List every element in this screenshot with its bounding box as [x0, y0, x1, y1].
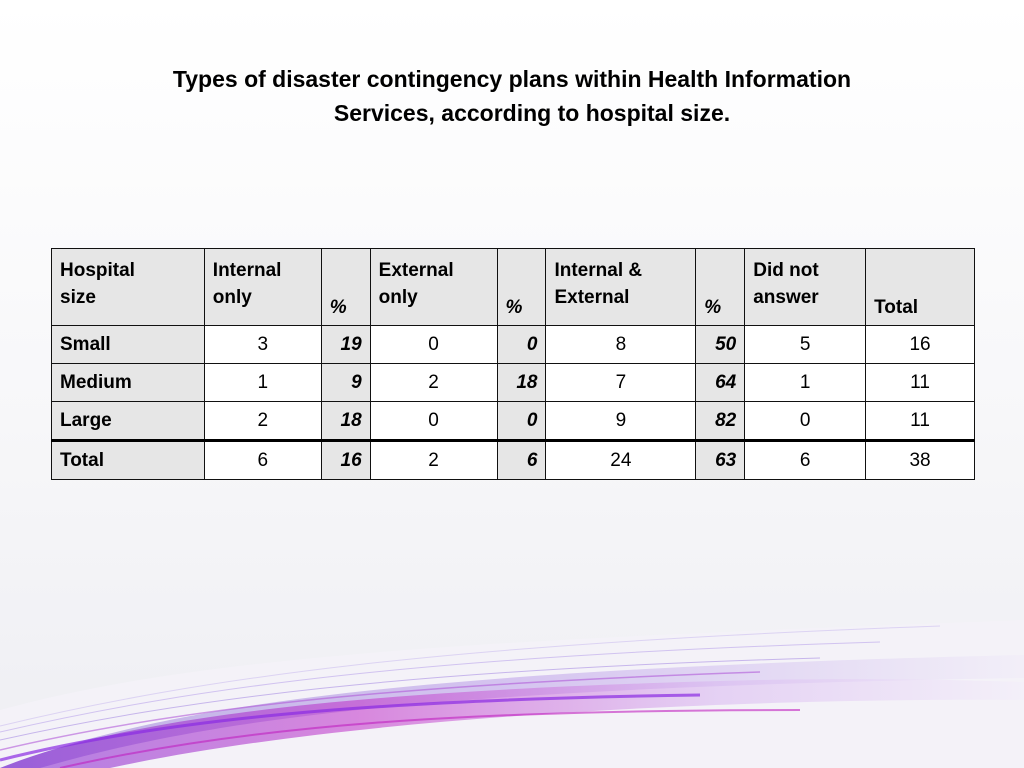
percent-cell: 16 — [321, 441, 370, 480]
percent-cell: 18 — [321, 402, 370, 441]
count-cell: 2 — [204, 402, 321, 441]
percent-cell: 82 — [696, 402, 745, 441]
count-cell: 1 — [745, 364, 866, 402]
row-label: Large — [52, 402, 205, 441]
count-cell: 9 — [546, 402, 696, 441]
count-cell: 7 — [546, 364, 696, 402]
title-line-1: Types of disaster contingency plans within Health Information — [172, 66, 852, 92]
row-label: Total — [52, 441, 205, 480]
header-internal-external: Internal & External — [546, 249, 696, 326]
count-cell: 6 — [204, 441, 321, 480]
percent-cell: 64 — [696, 364, 745, 402]
header-percent: % — [497, 249, 546, 326]
percent-cell: 0 — [497, 326, 546, 364]
percent-cell: 6 — [497, 441, 546, 480]
count-cell: 0 — [745, 402, 866, 441]
table-body — [52, 326, 975, 480]
table-row — [52, 326, 975, 364]
table-row — [52, 441, 975, 480]
header-percent: % — [696, 249, 745, 326]
count-cell: 5 — [745, 326, 866, 364]
table-row — [52, 364, 975, 402]
row-label: Medium — [52, 364, 205, 402]
percent-cell: 0 — [497, 402, 546, 441]
row-label: Small — [52, 326, 205, 364]
count-cell: 16 — [866, 326, 975, 364]
header-total: Total — [866, 249, 975, 326]
percent-cell: 18 — [497, 364, 546, 402]
header-internal-only: Internal only — [204, 249, 321, 326]
count-cell: 8 — [546, 326, 696, 364]
header-did-not-answer: Did not answer — [745, 249, 866, 326]
slide-title — [60, 62, 964, 130]
percent-cell: 50 — [696, 326, 745, 364]
percent-cell: 9 — [321, 364, 370, 402]
count-cell: 0 — [370, 402, 497, 441]
count-cell: 3 — [204, 326, 321, 364]
table-header-row — [52, 249, 975, 326]
decorative-swoosh — [0, 560, 1024, 768]
count-cell: 24 — [546, 441, 696, 480]
header-percent: % — [321, 249, 370, 326]
count-cell: 11 — [866, 364, 975, 402]
count-cell: 38 — [866, 441, 975, 480]
count-cell: 11 — [866, 402, 975, 441]
title-line-2: Services, according to hospital size. — [333, 100, 731, 126]
contingency-plans-table — [51, 248, 975, 480]
count-cell: 0 — [370, 326, 497, 364]
percent-cell: 63 — [696, 441, 745, 480]
count-cell: 6 — [745, 441, 866, 480]
count-cell: 1 — [204, 364, 321, 402]
header-external-only: External only — [370, 249, 497, 326]
table-row — [52, 402, 975, 441]
count-cell: 2 — [370, 364, 497, 402]
count-cell: 2 — [370, 441, 497, 480]
percent-cell: 19 — [321, 326, 370, 364]
header-hospital-size: Hospital size — [52, 249, 205, 326]
